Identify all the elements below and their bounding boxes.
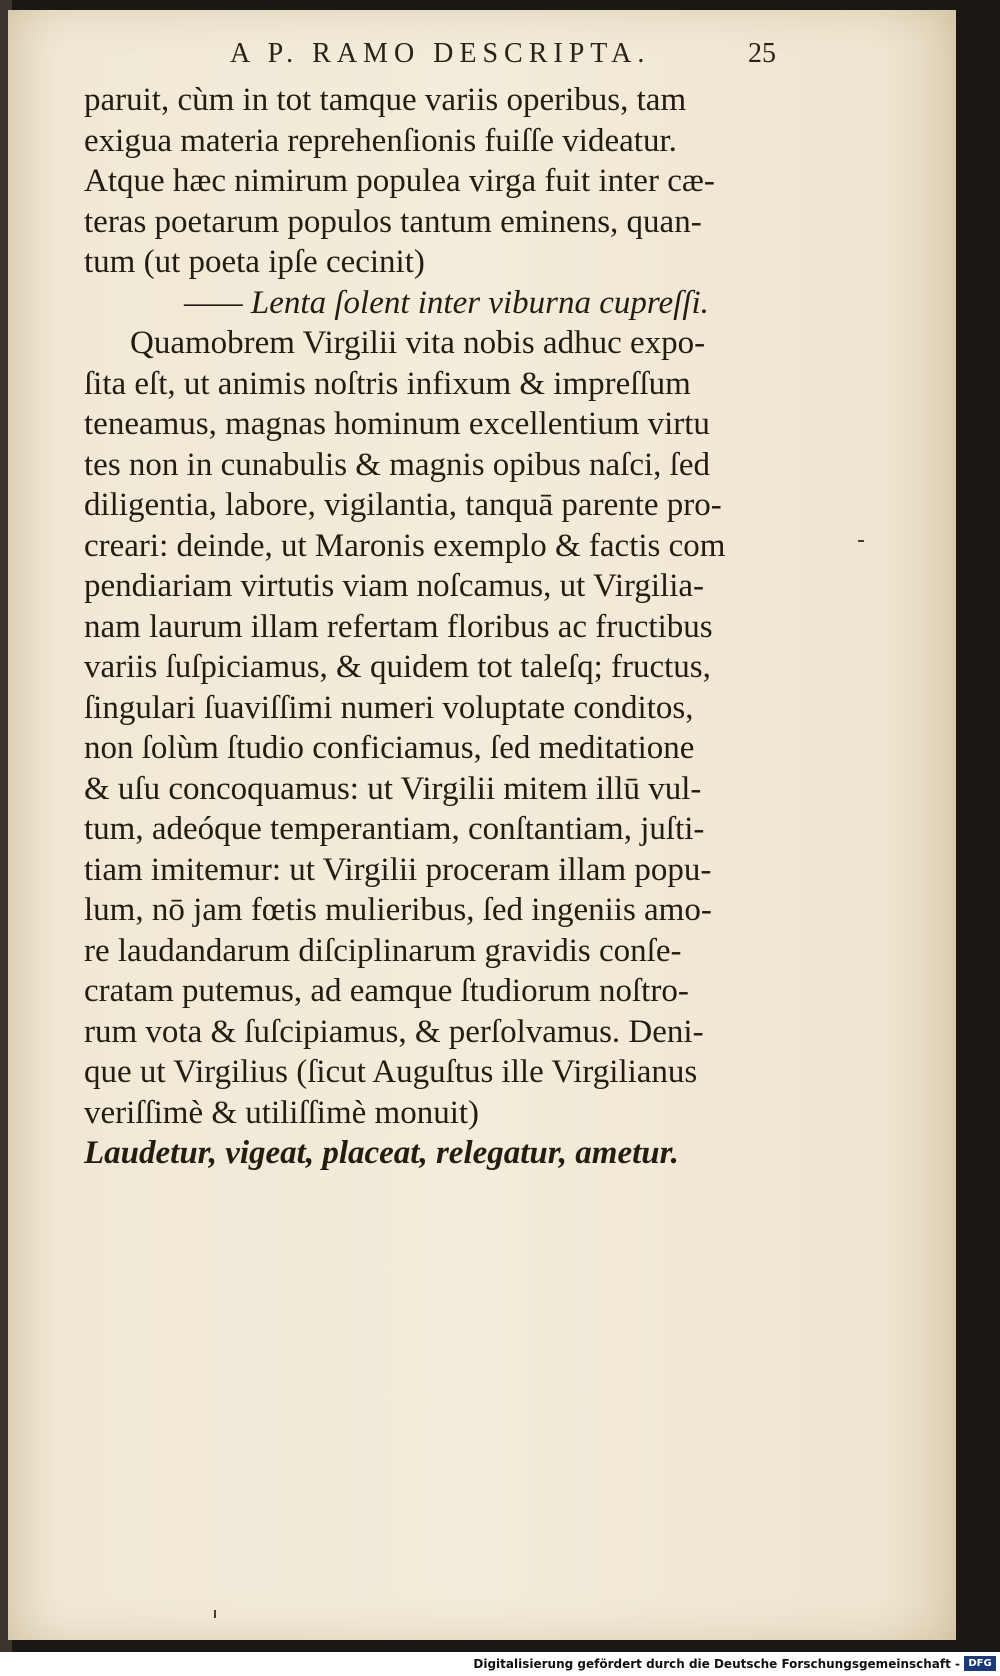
digitization-footer bbox=[0, 1652, 1000, 1676]
text-line: ſingulari ſuaviſſimi numeri voluptate conditos, bbox=[84, 689, 694, 726]
text-line: teras poetarum populos tantum eminens, quan- bbox=[84, 203, 702, 240]
text-line: & uſu concoquamus: ut Virgilii mitem illū vul- bbox=[84, 770, 702, 807]
text-line: diligentia, labore, vigilantia, tanquā parente pro- bbox=[84, 487, 722, 523]
page-number: 25 bbox=[748, 38, 776, 69]
text-line: que ut Virgilius (ſicut Auguſtus ille Virgilianus bbox=[84, 1054, 698, 1090]
text-line: tiam imitemur: ut Virgilii proceram illam popu- bbox=[84, 851, 712, 888]
text-line: variis ſuſpiciamus, & quidem tot taleſq; fructus, bbox=[84, 649, 711, 685]
text-line: nam laurum illam refertam floribus ac fructibus bbox=[84, 608, 713, 645]
text-line: paruit, cùm in tot tamque variis operibus, tam bbox=[84, 82, 687, 118]
paragraph-start: Quamobrem Virgilii vita nobis adhuc expo- bbox=[130, 325, 706, 361]
paper-speck bbox=[214, 1610, 216, 1618]
text-line: rum vota & ſuſcipiamus, & perſolvamus. Deni- bbox=[84, 1013, 704, 1050]
text-line: ſita eſt, ut animis noſtris infixum & impreſſum bbox=[84, 365, 691, 402]
paper-speck bbox=[858, 540, 864, 542]
running-head bbox=[8, 38, 956, 78]
text-line: pendiariam virtutis viam noſcamus, ut Virgilia- bbox=[84, 568, 705, 604]
book-page bbox=[8, 10, 956, 1640]
text-line: re laudandarum diſciplinarum gravidis conſe- bbox=[84, 932, 682, 969]
text-line: tes non in cunabulis & magnis opibus naſci, ſed bbox=[84, 446, 711, 483]
funding-credit: Digitalisierung gefördert durch die Deutsche Forschungsgemeinschaft - bbox=[473, 1657, 960, 1671]
text-line: teneamus, magnas hominum excellentium virtu bbox=[84, 406, 710, 442]
text-line: creari: deinde, ut Maronis exemplo & factis com bbox=[84, 527, 726, 564]
text-line: Atque hæc nimirum populea virga fuit inter cæ- bbox=[84, 163, 715, 199]
text-line: non ſolùm ſtudio conficiamus, ſed meditatione bbox=[84, 730, 695, 766]
body-text bbox=[84, 80, 804, 1174]
text-line: cratam putemus, ad eamque ſtudiorum noſtro- bbox=[84, 973, 689, 1009]
closing-verse: Laudetur, vigeat, placeat, relegatur, ametur. bbox=[84, 1135, 679, 1171]
text-line: tum, adeóque temperantiam, conſtantiam, juſti- bbox=[84, 811, 705, 847]
verse-quotation: —— Lenta ſolent inter viburna cupreſſi. bbox=[184, 284, 709, 321]
dfg-logo: DFG bbox=[964, 1656, 996, 1671]
running-head-title: A P. RAMO DESCRIPTA. bbox=[230, 38, 651, 69]
text-line: veriſſimè & utiliſſimè monuit) bbox=[84, 1094, 480, 1131]
text-line: lum, nō jam fœtis mulieribus, ſed ingeniis amo- bbox=[84, 892, 712, 928]
text-line: tum (ut poeta ipſe cecinit) bbox=[84, 244, 425, 280]
text-line: exigua materia reprehenſionis fuiſſe videatur. bbox=[84, 122, 677, 159]
